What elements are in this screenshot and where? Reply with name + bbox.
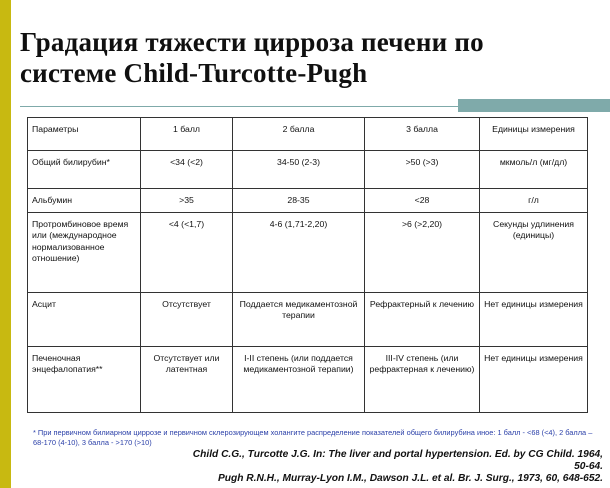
table-cell: III-IV степень (или рефрактерная к лечению) bbox=[365, 347, 480, 413]
footnote: * При первичном билиарном циррозе и первичном склерозирующем холангите распределение показателей общего билирубина иное: 1 балл - <68 (<4), 2 балла – 68-170 (4-10), 3 балла - >170 (>10) bbox=[33, 428, 593, 447]
slide-title-line-2: системе Child-Turcotte-Pugh bbox=[20, 58, 368, 88]
table-cell: Альбумин bbox=[28, 189, 141, 213]
table-cell: <28 bbox=[365, 189, 480, 213]
table-cell: >50 (>3) bbox=[365, 151, 480, 189]
table-cell: <4 (<1,7) bbox=[141, 213, 233, 293]
table-row bbox=[28, 293, 588, 347]
table-cell: >35 bbox=[141, 189, 233, 213]
table-cell: 28-35 bbox=[233, 189, 365, 213]
child-pugh-table bbox=[27, 117, 588, 413]
header-cell: Единицы измерения bbox=[480, 118, 588, 151]
table-row bbox=[28, 189, 588, 213]
table-cell: <34 (<2) bbox=[141, 151, 233, 189]
table-row bbox=[28, 213, 588, 293]
table-cell: Общий билирубин* bbox=[28, 151, 141, 189]
table-cell: Печеночная энцефалопатия** bbox=[28, 347, 141, 413]
table-cell: Отсутствует или латентная bbox=[141, 347, 233, 413]
table-header-row bbox=[28, 118, 588, 151]
table-cell: 4-6 (1,71-2,20) bbox=[233, 213, 365, 293]
table-cell: мкмоль/л (мг/дл) bbox=[480, 151, 588, 189]
references bbox=[43, 449, 603, 486]
reference-line-1: Child C.G., Turcotte J.G. In: The liver and portal hypertension. Ed. by CG Child. 1964, bbox=[192, 449, 603, 460]
slide-title bbox=[20, 27, 600, 89]
table-cell: >6 (>2,20) bbox=[365, 213, 480, 293]
header-cell: Параметры bbox=[28, 118, 141, 151]
accent-bar bbox=[458, 99, 610, 112]
slide-title-line-1: Градация тяжести цирроза печени по bbox=[20, 27, 484, 57]
left-accent-bar bbox=[0, 0, 11, 488]
reference-line-3: Pugh R.N.H., Murray-Lyon I.M., Dawson J.L. et al. Br. J. Surg., 1973, 60, 648-652. bbox=[218, 473, 603, 485]
table-cell: Поддается медикаментозной терапии bbox=[233, 293, 365, 347]
reference-line-2: 50-64. bbox=[574, 461, 603, 473]
table-cell: Секунды удлинения (единицы) bbox=[480, 213, 588, 293]
header-cell: 2 балла bbox=[233, 118, 365, 151]
table-cell: Протромбиновое время или (международное нормализованное отношение) bbox=[28, 213, 141, 293]
table-cell: 34-50 (2-3) bbox=[233, 151, 365, 189]
table-cell: Рефрактерный к лечению bbox=[365, 293, 480, 347]
table-cell: Отсутствует bbox=[141, 293, 233, 347]
header-cell: 1 балл bbox=[141, 118, 233, 151]
table-row bbox=[28, 151, 588, 189]
title-divider bbox=[20, 106, 500, 107]
table-cell: г/л bbox=[480, 189, 588, 213]
table-cell: Асцит bbox=[28, 293, 141, 347]
table-cell: Нет единицы измерения bbox=[480, 347, 588, 413]
table-row bbox=[28, 347, 588, 413]
table-cell: Нет единицы измерения bbox=[480, 293, 588, 347]
table-cell: I-II степень (или поддается медикаментозной терапии) bbox=[233, 347, 365, 413]
header-cell: 3 балла bbox=[365, 118, 480, 151]
